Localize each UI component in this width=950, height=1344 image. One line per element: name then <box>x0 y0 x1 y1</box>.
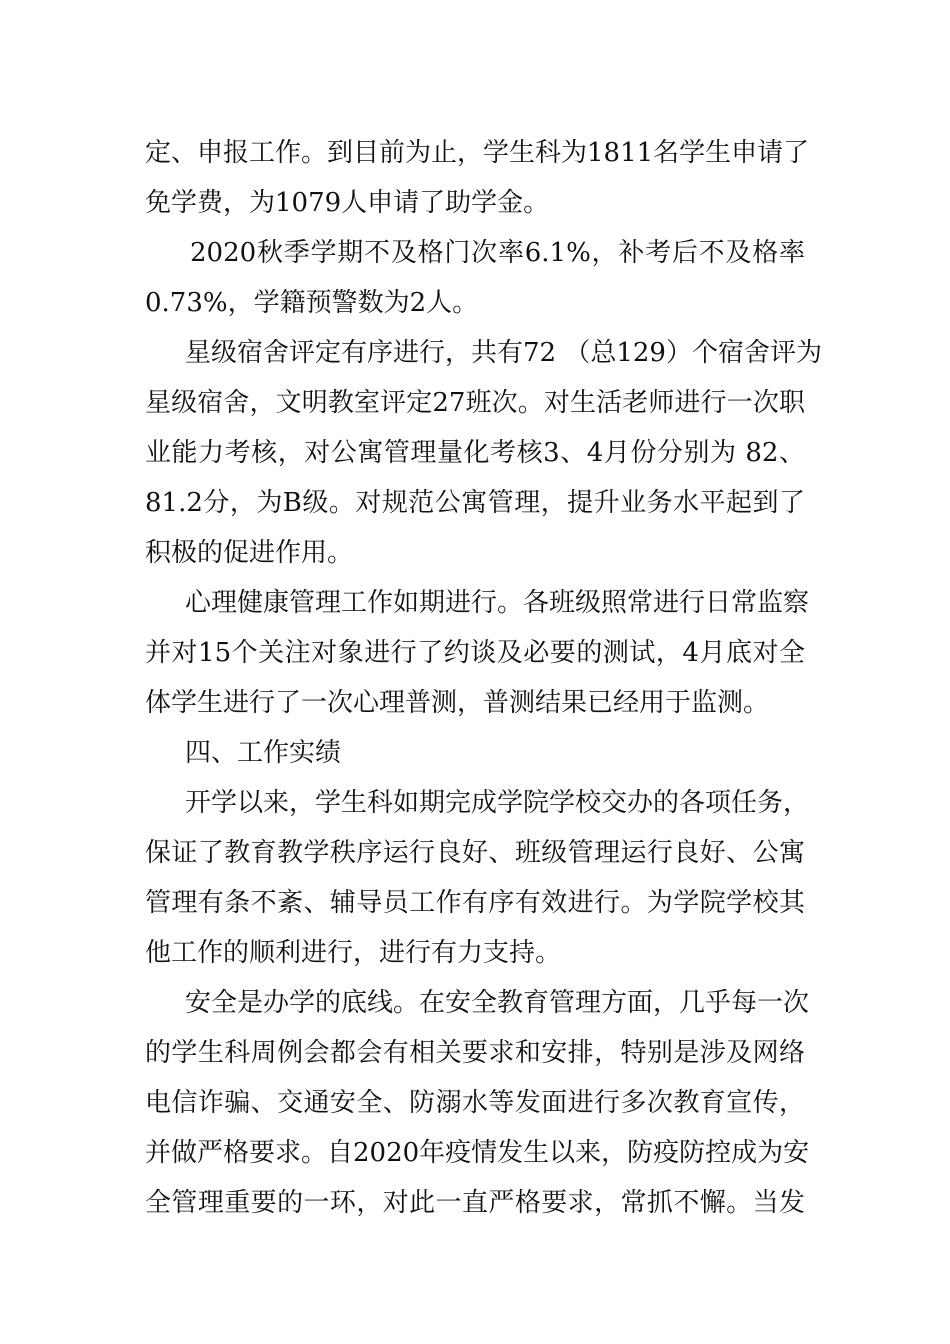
text-line: 业能力考核，对公寓管理量化考核3、4月份分别为 82、 <box>145 438 805 468</box>
text-line: 安全是办学的底线。在安全教育管理方面，几乎每一次 <box>185 988 810 1018</box>
text-line: 全管理重要的一环，对此一直严格要求，常抓不懈。当发 <box>145 1188 805 1218</box>
text-line: 2020秋季学期不及格门次率6.1%，补考后不及格率 <box>190 238 805 268</box>
text-line: 并对15个关注对象进行了约谈及必要的测试，4月底对全 <box>145 638 805 668</box>
text-line: 积极的促进作用。 <box>145 538 354 568</box>
text-line: 电信诈骗、交通安全、防溺水等发面进行多次教育宣传， <box>145 1088 805 1118</box>
text-line: 心理健康管理工作如期进行。各班级照常进行日常监察 <box>185 588 810 618</box>
text-line: 管理有条不紊、辅导员工作有序有效进行。为学院学校其 <box>145 888 805 918</box>
text-line: 定、申报工作。到目前为止，学生科为1811名学生申请了 <box>145 138 810 168</box>
text-line: 星级宿舍，文明教室评定27班次。对生活老师进行一次职 <box>145 388 805 418</box>
text-line: 并做严格要求。自2020年疫情发生以来，防疫防控成为安 <box>145 1138 810 1168</box>
text-line: 保证了教育教学秩序运行良好、班级管理运行良好、公寓 <box>145 838 805 868</box>
text-line: 的学生科周例会都会有相关要求和安排，特别是涉及网络 <box>145 1038 805 1068</box>
text-line: 开学以来，学生科如期完成学院学校交办的各项任务， <box>185 788 810 818</box>
text-line: 81.2分，为B级。对规范公寓管理，提升业务水平起到了 <box>145 488 805 518</box>
section-heading: 四、工作实绩 <box>185 738 342 768</box>
text-line: 星级宿舍评定有序进行，共有72 （总129）个宿舍评为 <box>185 338 822 368</box>
text-line: 0.73%，学籍预警数为2人。 <box>145 288 479 318</box>
text-line: 他工作的顺利进行，进行有力支持。 <box>145 938 562 968</box>
text-line: 体学生进行了一次心理普测，普测结果已经用于监测。 <box>145 688 770 718</box>
text-line: 免学费，为1079人申请了助学金。 <box>145 188 550 218</box>
